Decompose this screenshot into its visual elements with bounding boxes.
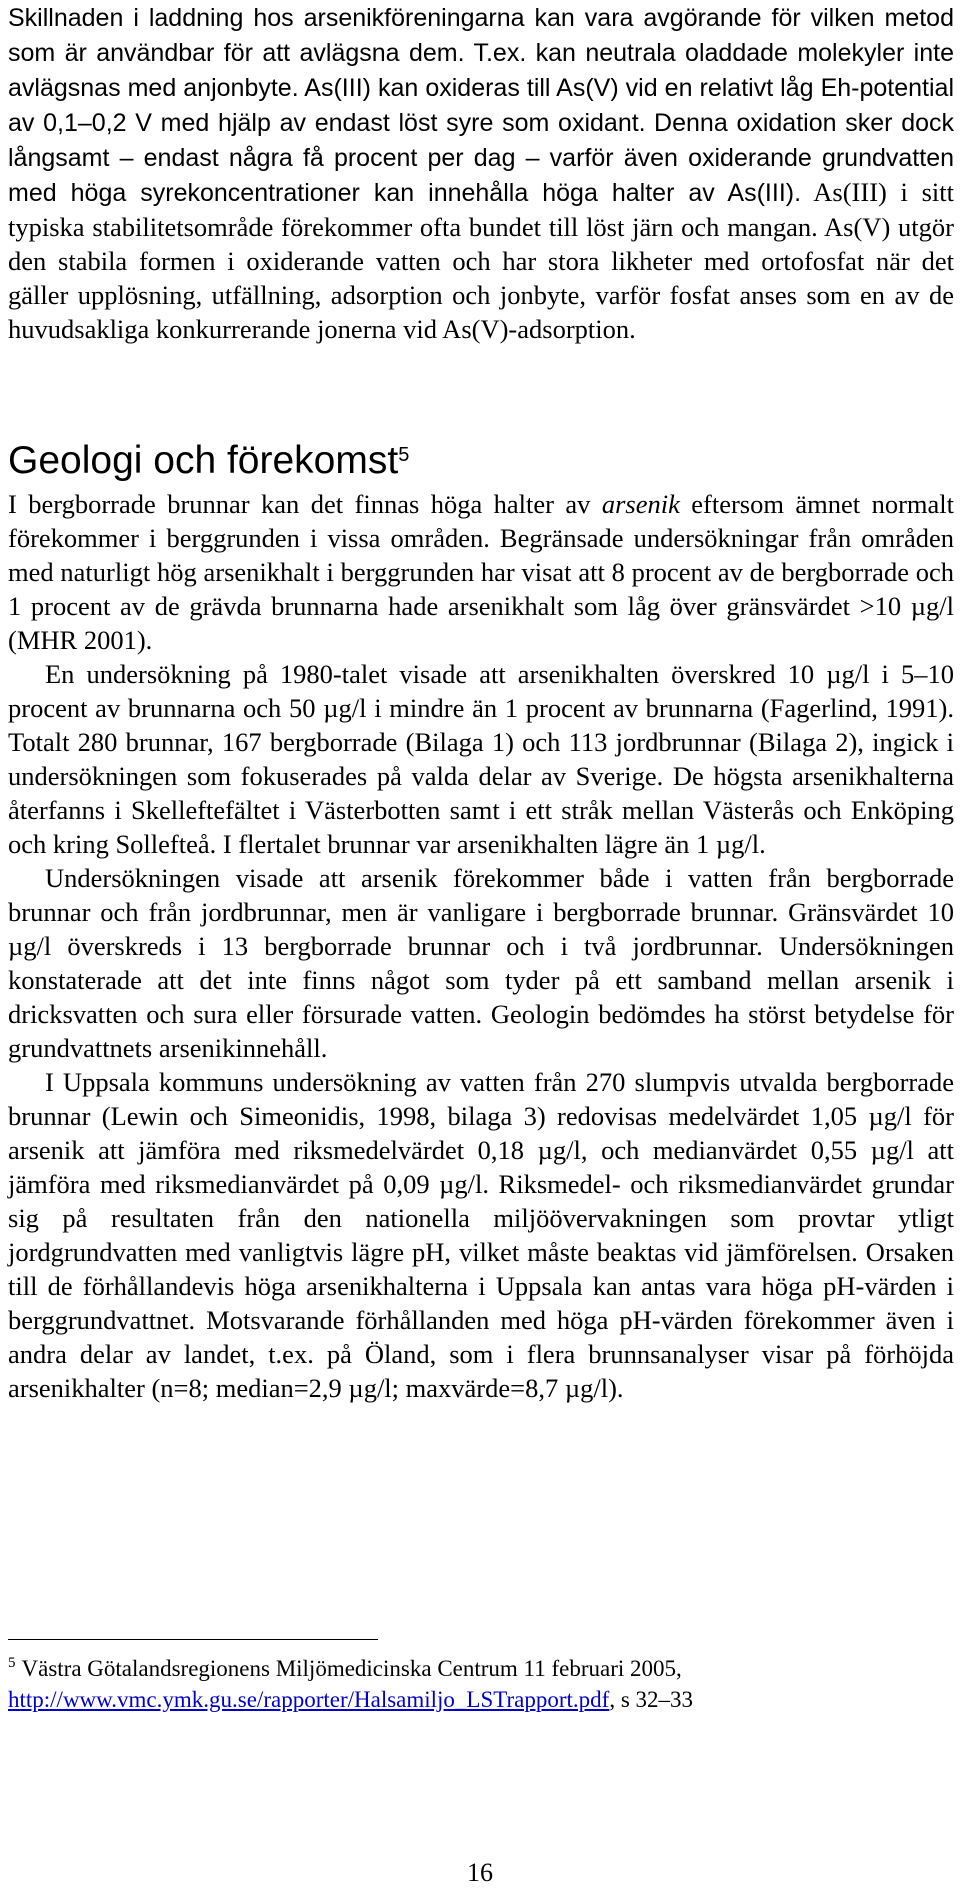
intro-text-part1: Skillnaden i laddning hos arsenikföreningarna kan vara avgörande för vilken metod som är användbar för att avlägsna dem. T.ex. kan neutrala oladdade molekyler inte avlägsnas med anjonbyte. As(III) kan oxideras till As(V) vid en relativt låg Eh-potential av 0,1–0,2 V med hjälp av endast löst syre som oxidant. bbox=[8, 4, 954, 137]
footnote-text: Västra Götalandsregionens Miljömedicinska Centrum 11 februari 2005, bbox=[21, 1656, 682, 1681]
survey-1980-paragraph: En undersökning på 1980-talet visade att arsenikhalten överskred 10 µg/l i 5–10 procent av brunnarna och 50 µg/l i mindre än 1 procent av brunnarna (Fagerlind, 1991). Totalt 280 brunnar, 167 bergborrade (Bilaga 1) och 113 jordbrunnar (Bilaga 2), ingick i undersökningen som fokuserades på valda delar av Sverige. De högsta arsenikhalterna återfanns i Skelleftefältet i Västerbotten samt i ett stråk mellan Västerås och Enköping och kring Sollefteå. I flertalet brunnar var arsenikhalten lägre än 1 µg/l. bbox=[8, 659, 954, 859]
section-body bbox=[8, 487, 954, 1405]
footnote bbox=[8, 1653, 948, 1715]
footnote-number: 5 bbox=[8, 1655, 16, 1672]
intro-text-part2: Denna oxidation sker dock långsamt – endast några få procent per dag – varför även oxiderande grundvatten med höga syrekoncentrationer kan innehålla höga halter av As(III). bbox=[8, 109, 955, 207]
uppsala-paragraph: I Uppsala kommuns undersökning av vatten från 270 slumpvis utvalda bergborrade brunnar (Lewin och Simeonidis, 1998, bilaga 3) redovisas medelvärdet 1,05 µg/l för arsenik att jämföra med riksmedelvärdet 0,18 µg/l, och medianvärdet 0,55 µg/l att jämföra med riksmedianvärdet på 0,09 µg/l. Riksmedel- och riksmedianvärdet grundar sig på resultaten från den nationella miljöövervakningen som provtar ytligt jordgrundvatten med vanligtvis lägre pH, vilket måste beaktas vid jämförelsen. Orsaken till de förhållandevis höga arsenikhalterna i Uppsala kan antas vara höga pH-värden i berggrundvattnet. Motsvarande förhållanden med höga pH-värden förekommer även i andra delar av landet, t.ex. på Öland, som i flera brunnsanalyser visar på förhöjda arsenikhalter (n=8; median=2,9 µg/l; maxvärde=8,7 µg/l). bbox=[8, 1067, 954, 1403]
footnote-pages: , s 32–33 bbox=[609, 1687, 694, 1712]
section-heading-text: Geologi och förekomst bbox=[8, 439, 399, 482]
page-number: 16 bbox=[467, 1858, 493, 1887]
geology-text-before: I bergborrade brunnar kan det finnas höga halter av bbox=[8, 489, 602, 519]
footnote-link[interactable]: http://www.vmc.ymk.gu.se/rapporter/Halsamiljo_LSTrapport.pdf bbox=[8, 1687, 610, 1712]
geology-text-after: eftersom ämnet normalt förekommer i berggrunden i vissa områden. Begränsade undersökningar från områden med naturligt hög arsenikhalt i berggrunden har visat att 8 procent av de bergborrade och 1 procent av de grävda brunnarna hade arsenikhalt som låg över gränsvärdet >10 µg/l (MHR 2001). bbox=[8, 489, 954, 655]
intro-text-part3: As(III) i sitt typiska stabilitetsområde förekommer ofta bundet till löst järn och mangan. As(V) utgör den stabila formen i oxiderande vatten och har stora likheter med ortofosfat när det gäller upplösning, utfällning, adsorption och jonbyte, varför fosfat anses som en av de huvudsakliga konkurrerande jonerna vid As(V)-adsorption. bbox=[8, 177, 954, 344]
geology-paragraph bbox=[8, 487, 954, 657]
footnote-divider bbox=[8, 1639, 378, 1640]
intro-paragraph bbox=[8, 0, 954, 346]
heading-footnote-ref: 5 bbox=[398, 444, 410, 466]
survey-results-paragraph: Undersökningen visade att arsenik förekommer både i vatten från bergborrade brunnar och från jordbrunnar, men är vanligare i bergborrade brunnar. Gränsvärdet 10 µg/l överskreds i 13 bergborrade brunnar och i två jordbrunnar. Undersökningen konstaterade att det inte finns något som tyder på ett samband mellan arsenik i dricksvatten och sura eller försurade vatten. Geologin bedömdes ha störst betydelse för grundvattnets arsenikinnehåll. bbox=[8, 863, 954, 1063]
geology-term-arsenik: arsenik bbox=[601, 489, 680, 519]
section-heading bbox=[8, 437, 409, 485]
